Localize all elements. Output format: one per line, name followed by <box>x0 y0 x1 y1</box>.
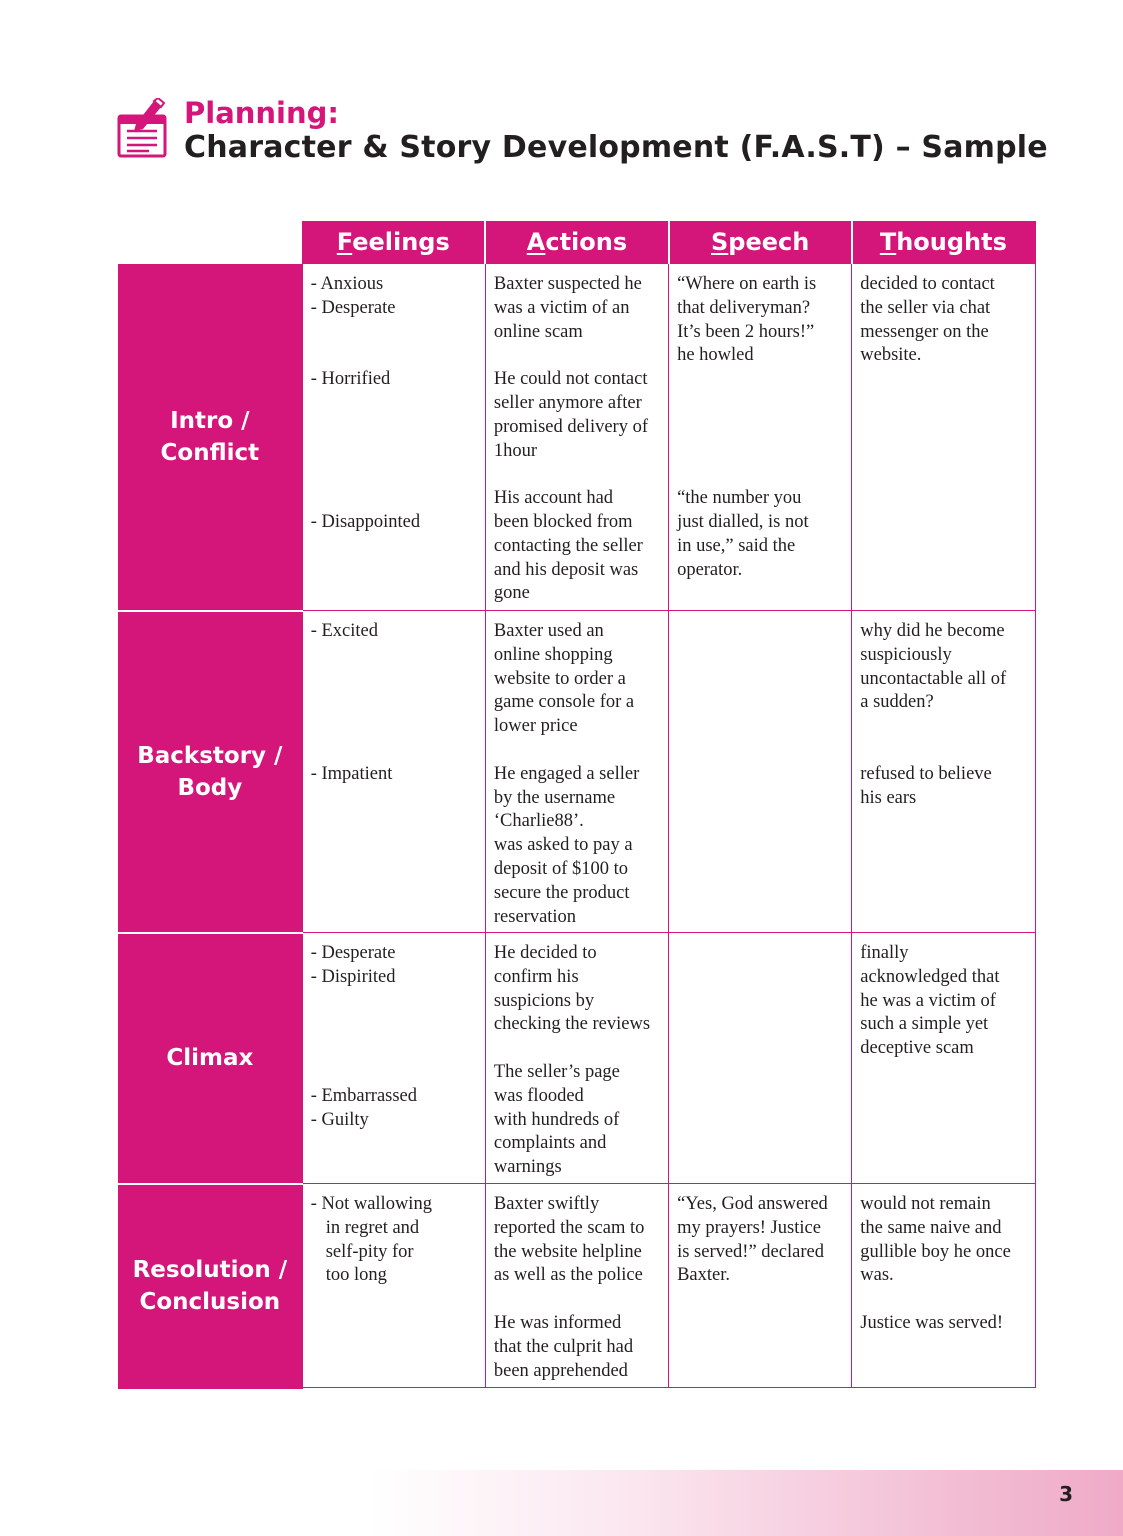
cell-feelings: - Desperate - Dispirited - Embarrassed - Guilty <box>302 933 485 1184</box>
cell-speech <box>669 611 852 933</box>
column-header-speech: Speech <box>669 221 852 264</box>
table-header-row <box>118 221 1035 264</box>
row-header-resolution-conclusion: Resolution / Conclusion <box>118 1184 302 1388</box>
cell-speech: “Yes, God answered my prayers! Justice is served!” declared Baxter. <box>669 1184 852 1388</box>
fast-planning-table <box>118 221 1036 1389</box>
cell-speech <box>669 933 852 1184</box>
cell-feelings: - Excited - Impatient <box>302 611 485 933</box>
cell-thoughts: why did he become suspiciously uncontactable all of a sudden? refused to believe his ears <box>852 611 1035 933</box>
corner-cell <box>118 221 302 264</box>
row-header-intro-conflict: Intro / Conflict <box>118 264 302 611</box>
row-header-climax: Climax <box>118 933 302 1184</box>
page-title: Character & Story Development (F.A.S.T) – Sample <box>184 130 1048 165</box>
cell-thoughts: would not remain the same naive and gullible boy he once was. Justice was served! <box>852 1184 1035 1388</box>
table-row <box>118 1184 1035 1388</box>
cell-actions: Baxter used an online shopping website to order a game console for a lower price He engaged a seller by the username ‘Charlie88’. was asked to pay a deposit of $100 to secure the product reservation <box>485 611 668 933</box>
column-header-actions: Actions <box>485 221 668 264</box>
cell-feelings: - Not wallowing in regret and self-pity for too long <box>302 1184 485 1388</box>
column-header-thoughts: Thoughts <box>852 221 1035 264</box>
cell-thoughts: finally acknowledged that he was a victim of such a simple yet deceptive scam <box>852 933 1035 1184</box>
footer-band <box>370 1470 1123 1536</box>
table-row <box>118 933 1035 1184</box>
planning-label: Planning: <box>184 96 339 130</box>
cell-thoughts: decided to contact the seller via chat messenger on the website. <box>852 264 1035 611</box>
table-row <box>118 264 1035 611</box>
cell-speech: “Where on earth is that deliveryman? It’s been 2 hours!” he howled “the number you just dialled, is not in use,” said the operator. <box>669 264 852 611</box>
cell-actions: Baxter swiftly reported the scam to the website helpline as well as the police He was informed that the culprit had been apprehended <box>485 1184 668 1388</box>
planning-notepad-pencil-icon <box>116 98 170 160</box>
table-body <box>118 264 1035 1388</box>
page-number: 3 <box>1059 1482 1073 1506</box>
row-header-backstory-body: Backstory / Body <box>118 611 302 933</box>
cell-feelings: - Anxious - Desperate - Horrified - Disappointed <box>302 264 485 611</box>
cell-actions: He decided to confirm his suspicions by checking the reviews The seller’s page was flooded with hundreds of complaints and warnings <box>485 933 668 1184</box>
table-row <box>118 611 1035 933</box>
column-header-feelings: Feelings <box>302 221 485 264</box>
cell-actions: Baxter suspected he was a victim of an online scam He could not contact seller anymore after promised delivery of 1hour His account had been blocked from contacting the seller and his deposit was gone <box>485 264 668 611</box>
